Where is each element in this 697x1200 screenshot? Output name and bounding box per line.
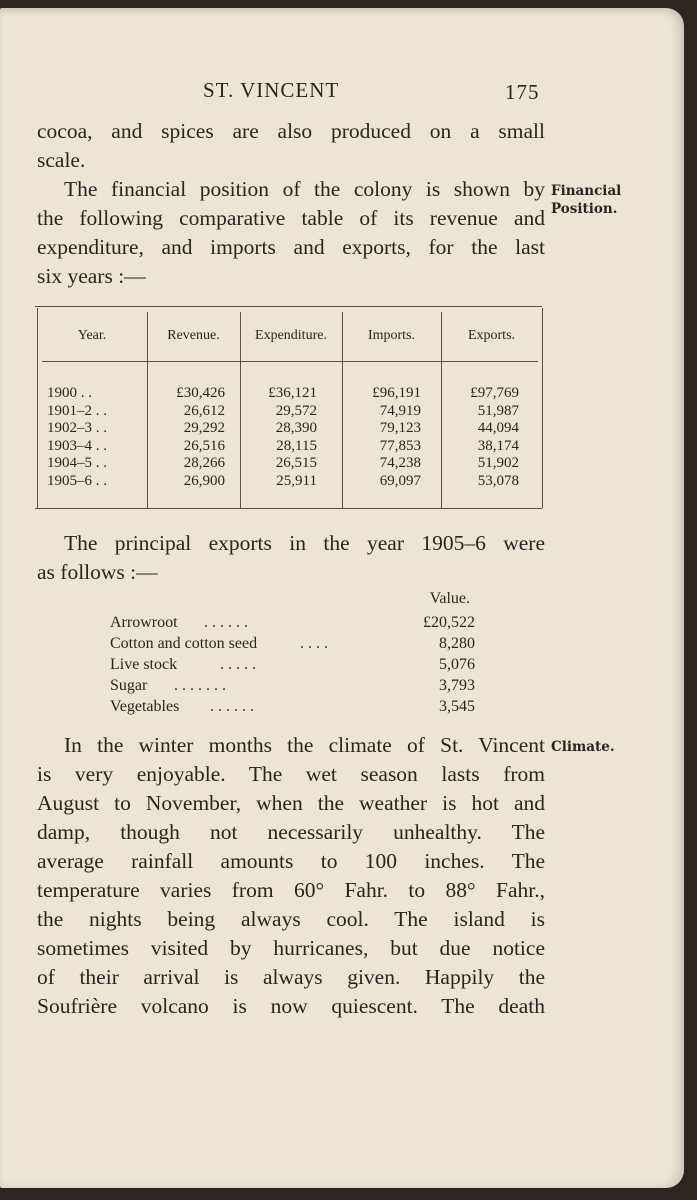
export-value: 5,076 [439,656,475,673]
export-value: 3,545 [439,698,475,715]
table-cell: 26,900 [183,472,225,489]
export-label: Cotton and cotton seed [110,635,258,652]
table-top-rule [35,306,542,307]
page-header [0,74,697,104]
export-label: Sugar [110,677,148,694]
text-line: of their arrival is always given. Happily the [37,965,545,989]
paragraph-climate [37,731,545,1021]
table-cell: £97,769 [470,385,519,401]
text-line: the nights being always cool. The island is [37,907,545,931]
leader-dots: . . . . [300,635,328,652]
margin-note-financial-position: Financial Position. [551,183,622,217]
text-line: In the winter months the climate of St. Vincent [64,733,545,757]
list-item [110,614,475,635]
table-cell: 29,292 [183,420,225,436]
comparative-table [37,308,543,508]
export-label: Vegetables [110,698,180,715]
table-cell: 1902–3 . . [47,420,107,436]
header-rule [42,361,538,362]
table-cell: 51,987 [477,402,519,419]
header-exports: Exports. [467,328,516,343]
list-item [110,656,475,677]
list-item [110,635,475,656]
table-cell: 26,612 [183,402,225,419]
table-cell: 74,238 [379,455,421,471]
export-value: 8,280 [439,635,475,652]
table-cell: 53,078 [477,472,519,489]
column-expenditure [245,385,317,490]
table-bottom-rule [35,508,542,509]
paragraph-cocoa [37,117,545,175]
text-line: Soufrière volcano is now quiescent. The death [37,994,545,1018]
table-cell: 26,515 [275,455,317,471]
table-cell: £30,426 [176,385,225,401]
export-label: Arrowroot [110,614,178,631]
text-line: as follows :— [37,560,158,584]
list-item [110,677,475,698]
table-cell: 79,123 [379,420,421,436]
value-header: Value. [429,590,470,607]
table-cell: 28,390 [275,420,317,436]
text-line: the following comparative table of its revenue and [37,206,545,230]
column-exports [447,385,519,490]
export-value: 3,793 [439,677,475,694]
text-line: sometimes visited by hurricanes, but due notice [37,936,545,960]
text-line: expenditure, and imports and exports, for the last [37,235,545,259]
text-line: is very enjoyable. The wet season lasts from [37,762,545,786]
table-cell: 1903–4 . . [47,437,107,454]
header-year: Year. [77,328,107,343]
table-cell: 1904–5 . . [47,455,107,471]
table-cell: 1900 . . [47,385,92,401]
text-line: scale. [37,148,86,172]
leader-dots: . . . . . [220,656,256,673]
margin-note-climate: Climate. [551,739,615,755]
text-line: The financial position of the colony is shown by [64,177,545,201]
table-cell: 51,902 [477,455,519,471]
paragraph-principal-exports [37,529,545,587]
table-cell: 28,266 [183,455,225,471]
text-line: temperature varies from 60° Fahr. to 88° Fahr., [37,878,545,902]
table-cell: 77,853 [379,437,421,454]
leader-dots: . . . . . . [204,614,248,631]
export-value: £20,522 [423,614,475,631]
table-cell: £36,121 [268,385,317,401]
text-line: The principal exports in the year 1905–6 were [64,531,545,555]
text-line: six years :— [37,264,146,288]
header-imports: Imports. [367,328,416,343]
table-cell: 74,919 [379,402,421,419]
table-cell: 29,572 [275,402,317,419]
header-expenditure: Expenditure. [255,328,327,343]
table-cell: £96,191 [372,385,421,401]
table-cell: 28,115 [276,437,317,454]
text-line: cocoa, and spices are also produced on a small [37,119,545,143]
header-revenue: Revenue. [167,328,220,343]
table-cell: 44,094 [477,420,519,436]
table-cell: 1905–6 . . [47,472,107,489]
export-label: Live stock [110,656,178,673]
leader-dots: . . . . . . . [174,677,226,694]
table-cell: 69,097 [379,472,421,489]
page-number: 175 [505,80,540,104]
text-line: damp, though not necessarily unhealthy. The [37,820,545,844]
table-right-border [542,308,543,508]
list-item [110,698,475,719]
table-cell: 38,174 [477,437,519,454]
text-line: August to November, when the weather is hot and [37,791,545,815]
running-head: ST. VINCENT [203,78,340,102]
column-revenue [155,385,225,490]
paragraph-financial [37,175,545,291]
text-line: average rainfall amounts to 100 inches. The [37,849,545,873]
leader-dots: . . . . . . [210,698,254,715]
table-cell: 26,516 [183,437,225,454]
table-cell: 1901–2 . . [47,402,107,419]
column-imports [351,385,421,490]
table-cell: 25,911 [276,472,317,489]
column-year [47,385,145,490]
